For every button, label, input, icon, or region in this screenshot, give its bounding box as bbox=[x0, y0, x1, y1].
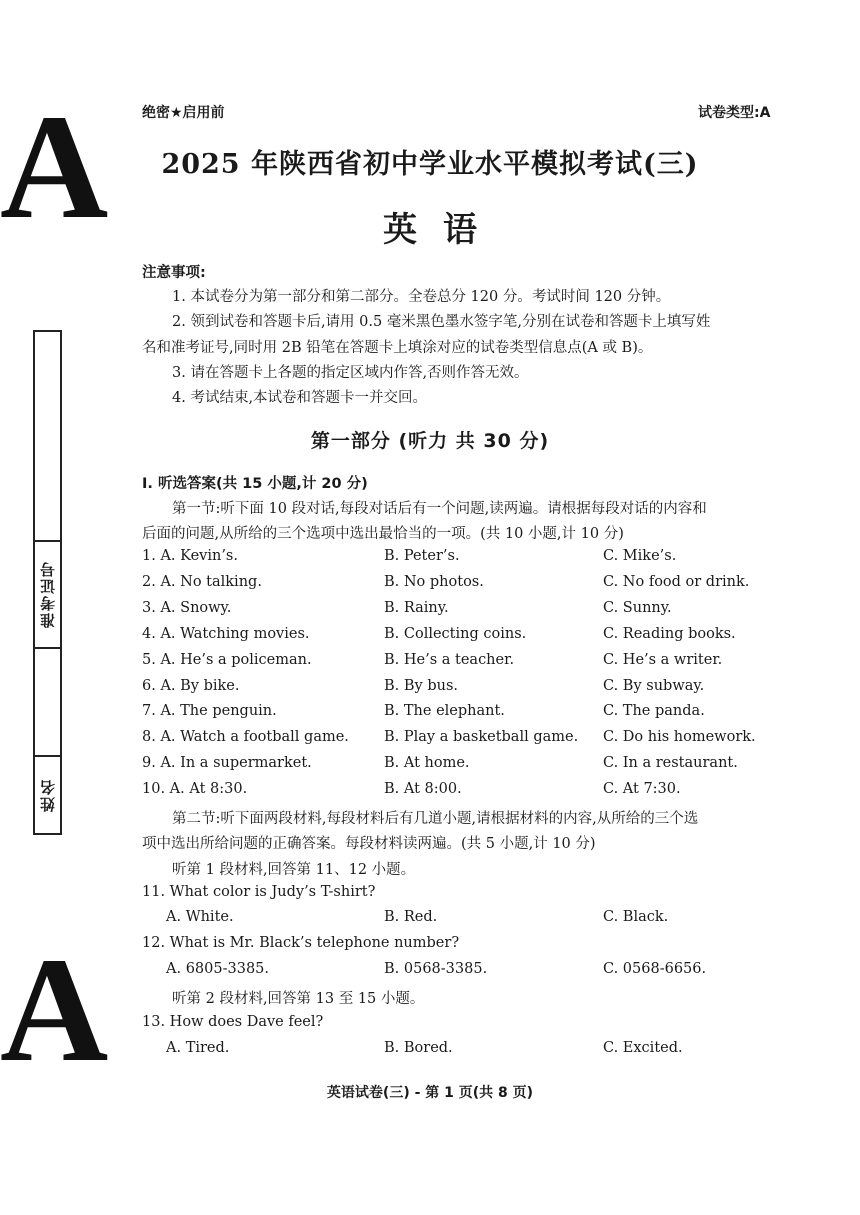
sub2-intro: 第二节:听下面两段材料,每段材料后有几道小题,请根据材料的内容,从所给的三个选 bbox=[172, 811, 699, 827]
side-divider bbox=[33, 647, 62, 649]
note-item: 1. 本试卷分为第一部分和第二部分。全卷总分 120 分。考试时间 120 分钟。 bbox=[172, 289, 671, 305]
question-stem: 12. What is Mr. Black’s telephone number? bbox=[142, 935, 460, 951]
option-b: B. The elephant. bbox=[384, 703, 505, 720]
material-1-instruction: 听第 1 段材料,回答第 11、12 小题。 bbox=[172, 862, 416, 878]
option-row bbox=[142, 1040, 802, 1062]
section-title: Ⅰ. 听选答案(共 15 小题,计 20 分) bbox=[142, 476, 368, 492]
question-row bbox=[142, 755, 802, 777]
sub2-intro: 项中选出所给问题的正确答案。每段材料读两遍。(共 5 小题,计 10 分) bbox=[142, 836, 596, 852]
note-item: 3. 请在答题卡上各题的指定区域内作答,否则作答无效。 bbox=[172, 365, 529, 381]
option-b: B. He’s a teacher. bbox=[384, 651, 515, 668]
option-c: C. Reading books. bbox=[603, 625, 736, 642]
question-row bbox=[142, 600, 802, 622]
paper-type-letter-bottom: A bbox=[0, 927, 109, 1093]
option-a: 6. A. By bike. bbox=[142, 677, 240, 694]
option-a: 10. A. At 8:30. bbox=[142, 781, 248, 798]
option-a: 3. A. Snowy. bbox=[142, 599, 232, 616]
option-c: C. He’s a writer. bbox=[603, 651, 723, 668]
subject-title: 英语 bbox=[383, 210, 503, 250]
option-b: B. Rainy. bbox=[384, 599, 449, 616]
question-stem: 13. How does Dave feel? bbox=[142, 1014, 324, 1030]
option-a: A. Tired. bbox=[166, 1040, 230, 1056]
option-a: A. White. bbox=[166, 909, 234, 925]
question-row bbox=[142, 781, 802, 803]
option-b: B. No photos. bbox=[384, 573, 484, 590]
sub1-intro: 第一节:听下面 10 段对话,每段对话后有一个问题,读两遍。请根据每段对话的内容和 bbox=[172, 501, 707, 517]
question-row bbox=[142, 729, 802, 751]
option-b: B. Play a basketball game. bbox=[384, 729, 579, 746]
part1-heading: 第一部分 (听力 共 30 分) bbox=[310, 430, 550, 452]
option-b: B. Peter’s. bbox=[384, 548, 460, 564]
note-item: 4. 考试结束,本试卷和答题卡一并交回。 bbox=[172, 390, 428, 406]
material-2-instruction: 听第 2 段材料,回答第 13 至 15 小题。 bbox=[172, 991, 425, 1007]
sub1-intro: 后面的问题,从所给的三个选项中选出最恰当的一项。(共 10 小题,计 10 分) bbox=[142, 526, 624, 542]
option-b: B. Red. bbox=[384, 909, 438, 925]
exam-title: 2025 年陕西省初中学业水平模拟考试(三) bbox=[161, 149, 699, 180]
option-a: 8. A. Watch a football game. bbox=[142, 729, 349, 746]
question-row bbox=[142, 548, 802, 570]
option-c: C. No food or drink. bbox=[603, 573, 750, 590]
question-row bbox=[142, 652, 802, 674]
paper-type-letter-top: A bbox=[0, 84, 109, 250]
option-c: C. At 7:30. bbox=[603, 781, 681, 798]
option-c: C. By subway. bbox=[603, 677, 705, 694]
option-a: 7. A. The penguin. bbox=[142, 703, 277, 720]
option-c: C. Mike’s. bbox=[603, 548, 677, 564]
option-a: 5. A. He’s a policeman. bbox=[142, 651, 312, 668]
option-a: 2. A. No talking. bbox=[142, 573, 262, 590]
option-b: B. At 8:00. bbox=[384, 781, 462, 798]
question-row bbox=[142, 574, 802, 596]
question-row bbox=[142, 626, 802, 648]
note-item: 2. 领到试卷和答题卡后,请用 0.5 毫米黑色墨水签字笔,分别在试卷和答题卡上填写姓 bbox=[172, 314, 711, 330]
option-c: C. 0568-6656. bbox=[603, 961, 707, 977]
option-a: A. 6805-3385. bbox=[166, 961, 270, 977]
paper-type-label: 试卷类型:A bbox=[698, 105, 771, 121]
notes-heading: 注意事项: bbox=[142, 265, 206, 281]
option-c: C. The panda. bbox=[603, 703, 705, 720]
note-item: 名和准考证号,同时用 2B 铅笔在答题卡上填涂对应的试卷类型信息点(A 或 B)。 bbox=[142, 340, 653, 356]
question-stem: 11. What color is Judy’s T-shirt? bbox=[142, 884, 376, 900]
exam-number-label: 准考证号 bbox=[39, 560, 57, 628]
option-row bbox=[142, 909, 802, 931]
option-row bbox=[142, 961, 802, 983]
option-a: 9. A. In a supermarket. bbox=[142, 755, 312, 772]
option-b: B. Collecting coins. bbox=[384, 625, 527, 642]
option-c: C. Black. bbox=[603, 909, 669, 925]
option-b: B. By bus. bbox=[384, 677, 459, 694]
question-row bbox=[142, 703, 802, 725]
option-c: C. Sunny. bbox=[603, 599, 672, 616]
option-b: B. At home. bbox=[384, 755, 470, 772]
option-c: C. In a restaurant. bbox=[603, 755, 738, 772]
option-a: 1. A. Kevin’s. bbox=[142, 548, 238, 564]
confidential-label: 绝密★启用前 bbox=[142, 105, 225, 121]
name-label: 姓名 bbox=[39, 778, 57, 812]
option-a: 4. A. Watching movies. bbox=[142, 625, 310, 642]
question-row bbox=[142, 678, 802, 700]
option-c: C. Excited. bbox=[603, 1040, 683, 1056]
option-b: B. 0568-3385. bbox=[384, 961, 488, 977]
option-b: B. Bored. bbox=[384, 1040, 453, 1056]
option-c: C. Do his homework. bbox=[603, 729, 756, 746]
page-footer: 英语试卷(三) - 第 1 页(共 8 页) bbox=[326, 1085, 534, 1101]
